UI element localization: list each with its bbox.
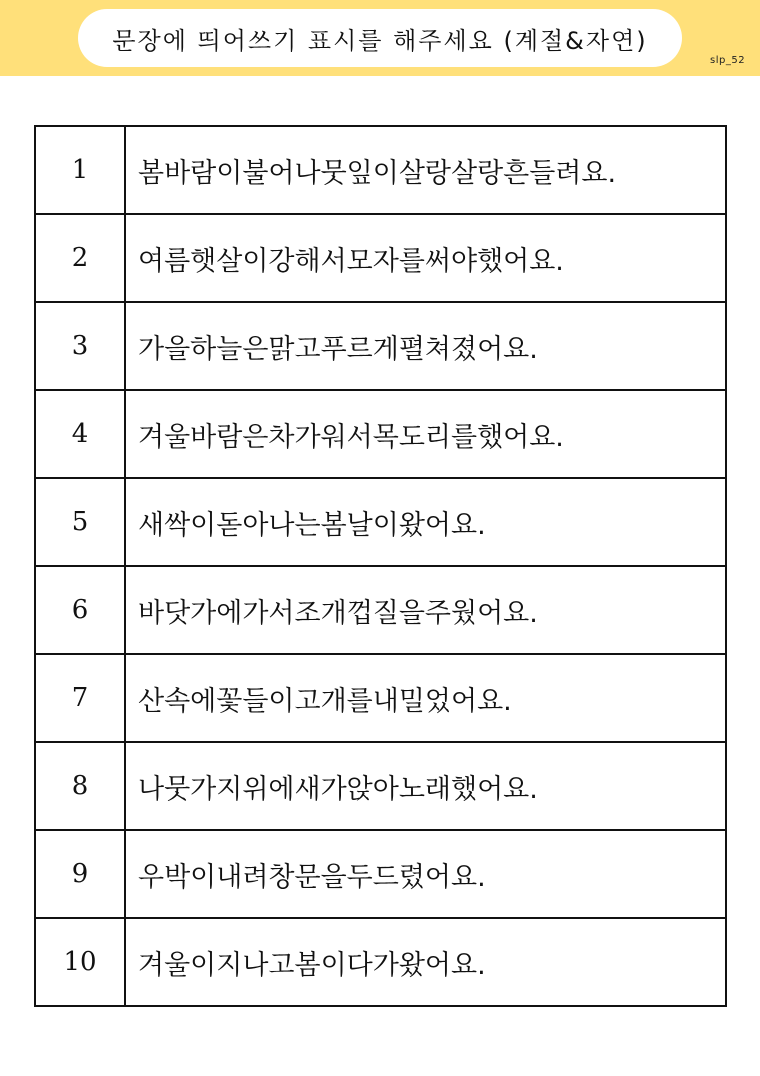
row-number: 5	[35, 478, 125, 566]
table-row	[35, 566, 726, 654]
row-number: 9	[35, 830, 125, 918]
sentence-text: 겨울바람은차가워서목도리를했어요.	[125, 390, 726, 478]
sentence-text: 나뭇가지위에새가앉아노래했어요.	[125, 742, 726, 830]
sentence-table	[34, 125, 727, 1007]
table-row	[35, 478, 726, 566]
table-row	[35, 654, 726, 742]
sentence-text: 바닷가에가서조개껍질을주웠어요.	[125, 566, 726, 654]
header-band	[0, 0, 760, 76]
table-row	[35, 390, 726, 478]
row-number: 4	[35, 390, 125, 478]
row-number: 10	[35, 918, 125, 1006]
row-number: 1	[35, 126, 125, 214]
worksheet-code: slp_52	[710, 55, 746, 66]
row-number: 8	[35, 742, 125, 830]
row-number: 6	[35, 566, 125, 654]
sentence-text: 여름햇살이강해서모자를써야했어요.	[125, 214, 726, 302]
sentence-text: 새싹이돋아나는봄날이왔어요.	[125, 478, 726, 566]
table-row	[35, 302, 726, 390]
table-row	[35, 742, 726, 830]
row-number: 3	[35, 302, 125, 390]
table-row	[35, 126, 726, 214]
page-title: 문장에 띄어쓰기 표시를 해주세요 (계절&자연)	[112, 26, 648, 55]
sentence-text: 겨울이지나고봄이다가왔어요.	[125, 918, 726, 1006]
row-number: 2	[35, 214, 125, 302]
row-number: 7	[35, 654, 125, 742]
sentence-text: 봄바람이불어나뭇잎이살랑살랑흔들려요.	[125, 126, 726, 214]
title-pill	[78, 9, 682, 67]
sentence-text: 우박이내려창문을두드렸어요.	[125, 830, 726, 918]
sentence-text: 산속에꽃들이고개를내밀었어요.	[125, 654, 726, 742]
table-row	[35, 214, 726, 302]
table-row	[35, 918, 726, 1006]
sentence-text: 가을하늘은맑고푸르게펼쳐졌어요.	[125, 302, 726, 390]
table-row	[35, 830, 726, 918]
